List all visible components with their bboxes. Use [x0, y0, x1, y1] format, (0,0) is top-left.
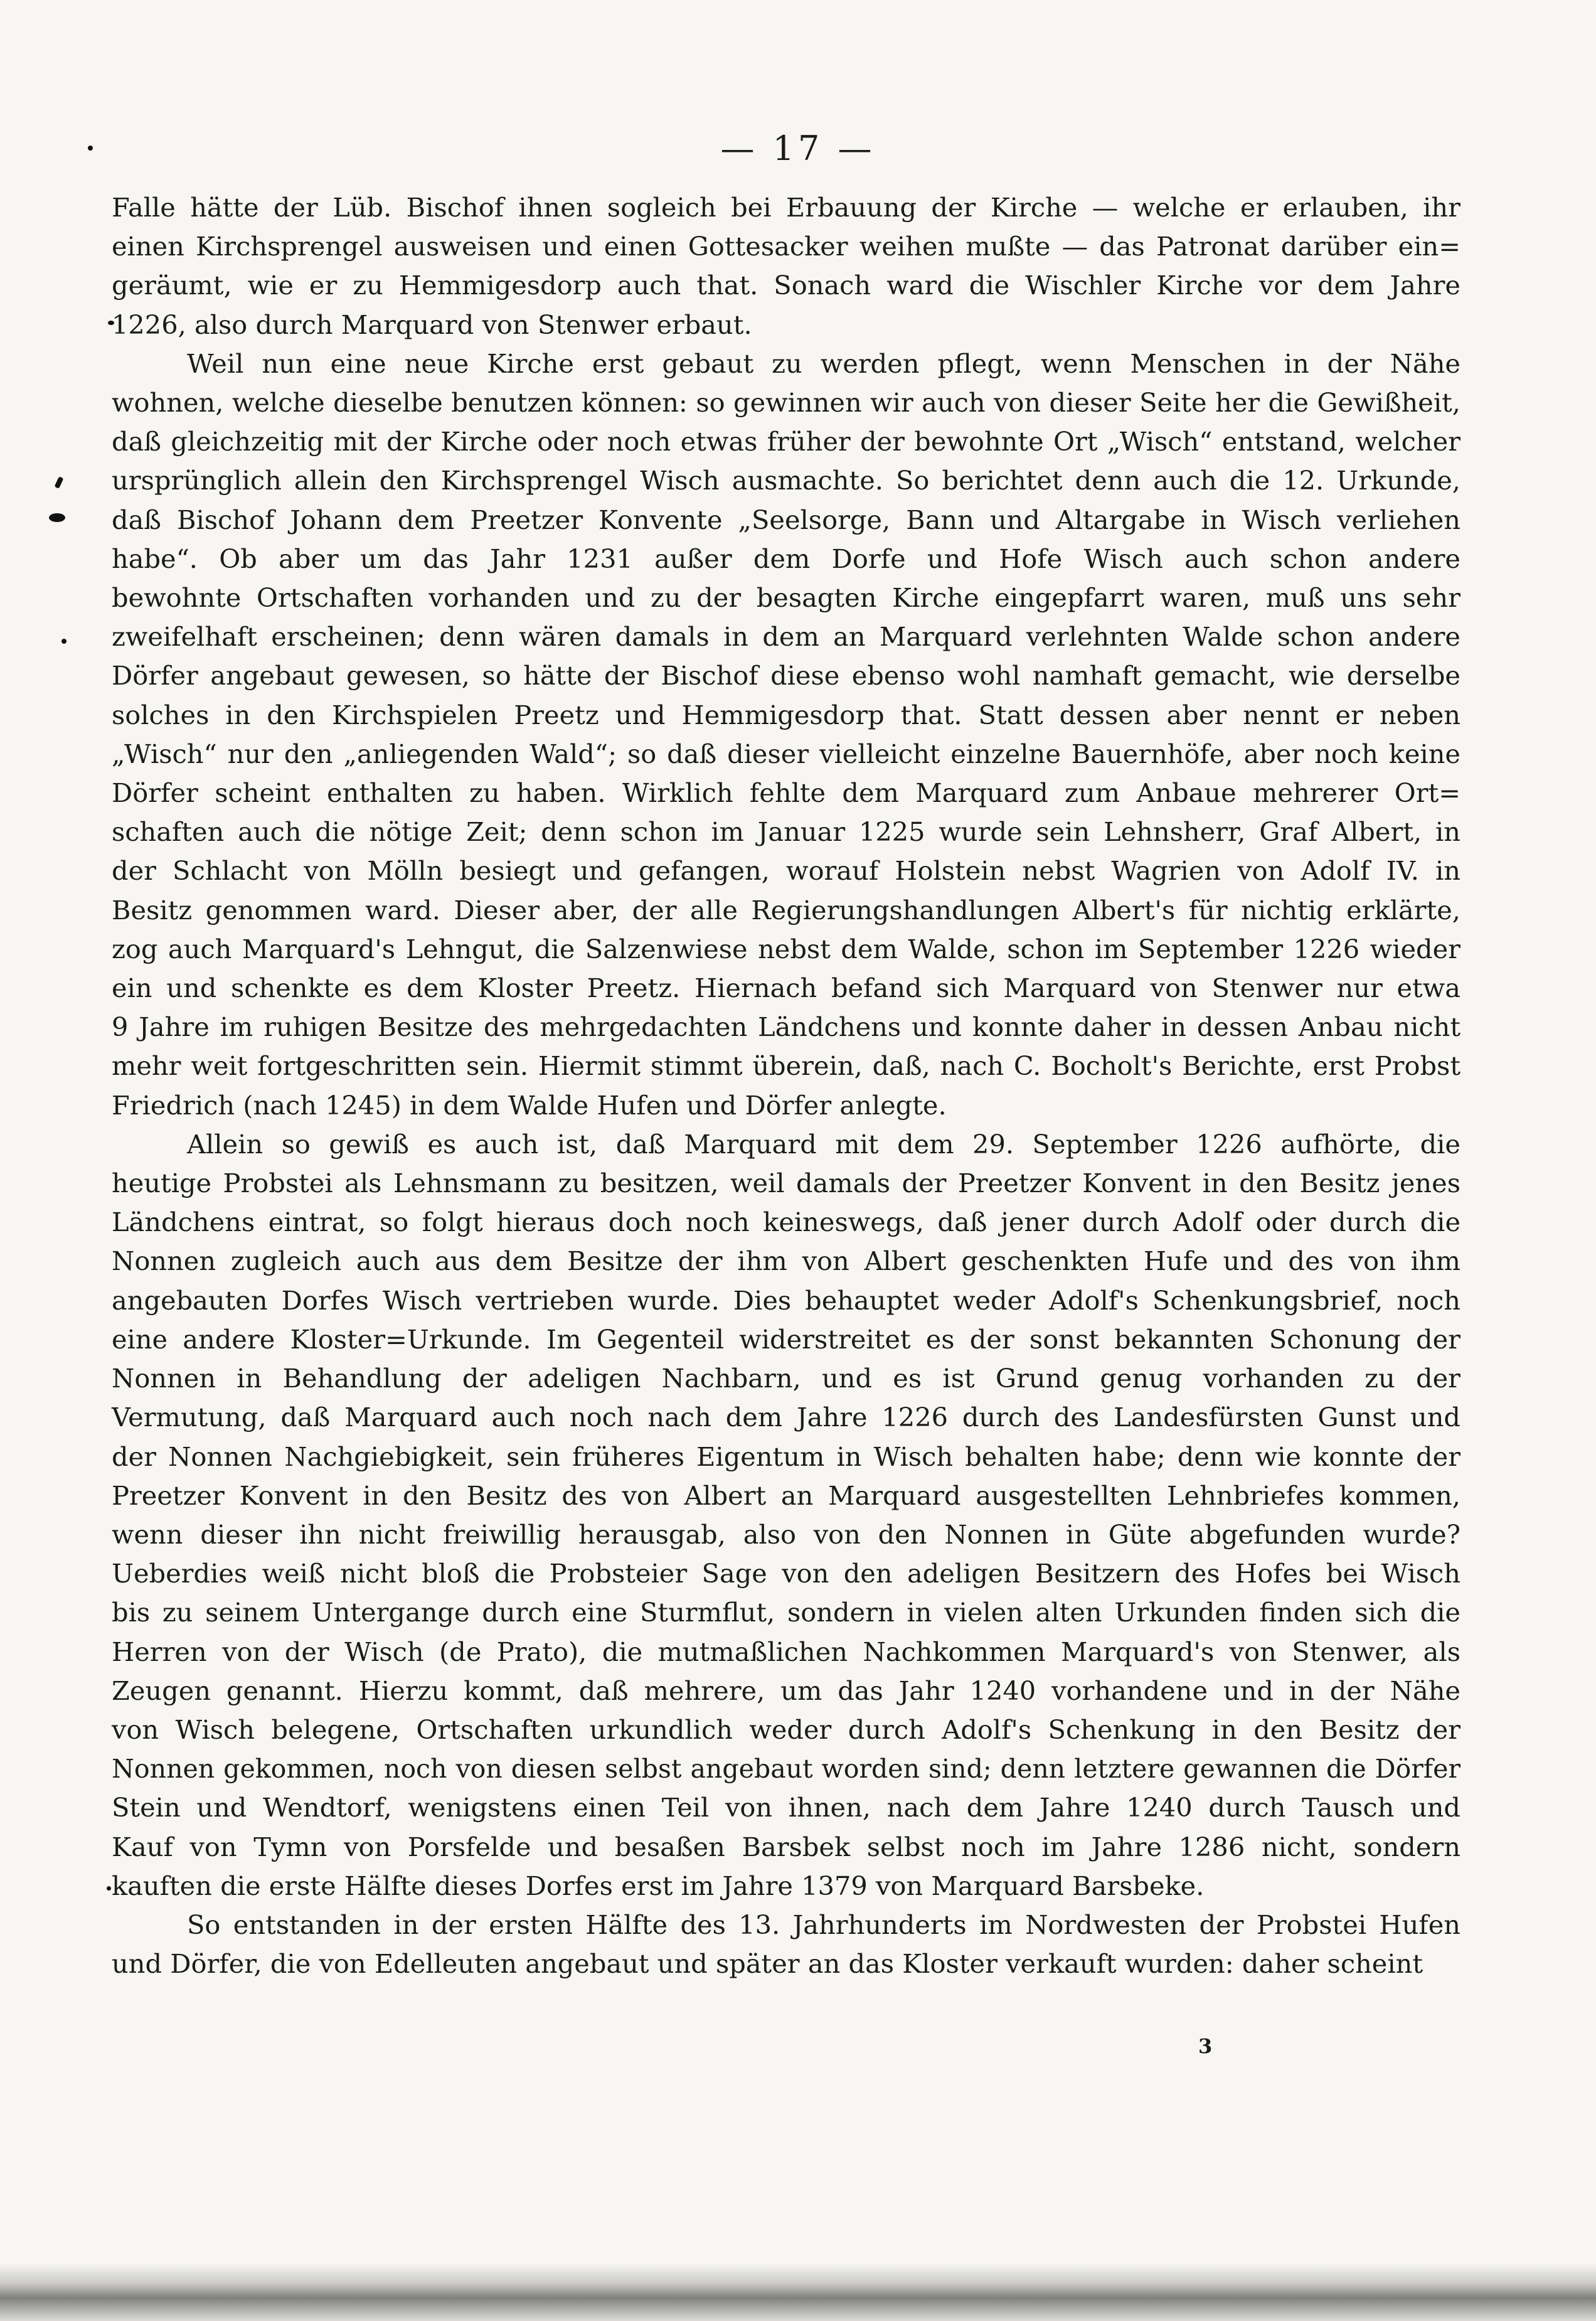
text-line: Herren von der Wisch (de Prato), die mutmaßlichen Nachkommen Marquard's von Stenwer, als [112, 1636, 1460, 1667]
text-line: 1226, also durch Marquard von Stenwer erbaut. [112, 309, 752, 340]
text-line: bewohnte Ortschaften vorhanden und zu der besagten Kirche eingepfarrt waren, muß uns sehr [112, 582, 1460, 614]
text-line: schaften auch die nötige Zeit; denn schon im Januar 1225 wurde sein Lehnsherr, Graf Albert, in [112, 816, 1460, 848]
margin-dot [107, 1886, 111, 1891]
text-line: zweifelhaft erscheinen; denn wären damals in dem an Marquard verlehnten Walde schon andere [112, 621, 1460, 653]
text-line: Dörfer angebaut gewesen, so hätte der Bischof diese ebenso wohl namhaft gemacht, wie derselbe [112, 660, 1460, 691]
text-line: Ueberdies weiß nicht bloß die Probsteier Sage von den adeligen Besitzern des Hofes bei Wisch [112, 1558, 1460, 1589]
text-line: Weil nun eine neue Kirche erst gebaut zu werden pflegt, wenn Menschen in der Nähe [187, 348, 1460, 379]
page-number-header: — 17 — [720, 129, 876, 168]
text-line: 9 Jahre im ruhigen Besitze des mehrgedachten Ländchens und konnte daher in dessen Anbau nicht [112, 1011, 1460, 1043]
text-line: der Schlacht von Mölln besiegt und gefangen, worauf Holstein nebst Wagrien von Adolf IV. in [112, 855, 1460, 887]
text-line: mehr weit fortgeschritten sein. Hiermit stimmt überein, daß, nach C. Bocholt's Berichte, erst Probst [112, 1050, 1460, 1082]
text-line: Besitz genommen ward. Dieser aber, der alle Regierungshandlungen Albert's für nichtig erklärte, [112, 894, 1460, 926]
text-line: Nonnen zugleich auch aus dem Besitze der ihm von Albert geschenkten Hufe und des von ihm [112, 1246, 1460, 1277]
text-line: kauften die erste Hälfte dieses Dorfes erst im Jahre 1379 von Marquard Barsbeke. [112, 1870, 1205, 1901]
text-line: „Wisch“ nur den „anliegenden Wald“; so daß dieser vielleicht einzelne Bauernhöfe, aber noch keine [112, 738, 1460, 769]
margin-tick-mark [55, 476, 64, 489]
text-line: Dörfer scheint enthalten zu haben. Wirklich fehlte dem Marquard zum Anbaue mehrerer Ort= [112, 777, 1460, 809]
margin-ink-mark [49, 513, 65, 522]
text-line: einen Kirchsprengel ausweisen und einen Gottesacker weihen mußte — das Patronat darüber ein= [112, 231, 1460, 262]
text-line: Nonnen in Behandlung der adeligen Nachbarn, und es ist Grund genug vorhanden zu der [112, 1363, 1460, 1394]
paragraph [112, 344, 1460, 1125]
paragraph [112, 1906, 1460, 1983]
text-line: So entstanden in der ersten Hälfte des 13. Jahrhunderts im Nordwesten der Probstei Hufen [187, 1909, 1460, 1940]
text-line: Friedrich (nach 1245) in dem Walde Hufen und Dörfer anlegte. [112, 1089, 947, 1121]
text-line: und Dörfer, die von Edelleuten angebaut und später an das Kloster verkauft wurden: daher scheint [112, 1948, 1423, 1980]
text-line: Vermutung, daß Marquard auch noch nach dem Jahre 1226 durch des Landesfürsten Gunst und [112, 1402, 1460, 1433]
text-line: Falle hätte der Lüb. Bischof ihnen sogleich bei Erbauung der Kirche — welche er erlauben, ihr [112, 192, 1460, 223]
text-line: wenn dieser ihn nicht freiwillig herausgab, also von den Nonnen in Güte abgefunden wurde? [112, 1518, 1460, 1550]
text-line: Stein und Wendtorf, wenigstens einen Teil von ihnen, nach dem Jahre 1240 durch Tausch und [112, 1792, 1460, 1823]
body-text [112, 188, 1460, 1983]
paragraph [112, 1125, 1460, 1906]
text-line: Ländchens eintrat, so folgt hieraus doch noch keineswegs, daß jener durch Adolf oder durch die [112, 1207, 1460, 1238]
text-line: Nonnen gekommen, noch von diesen selbst angebaut worden sind; denn letztere gewannen die Dörfer [112, 1754, 1460, 1785]
margin-dot [88, 146, 93, 151]
text-line: Kauf von Tymn von Porsfelde und besaßen Barsbek selbst noch im Jahre 1286 nicht, sondern [112, 1831, 1460, 1862]
text-line: heutige Probstei als Lehnsmann zu besitzen, weil damals der Preetzer Konvent in den Besitz jenes [112, 1168, 1460, 1199]
text-line: solches in den Kirchspielen Preetz und Hemmigesdorp that. Statt dessen aber nennt er neben [112, 699, 1460, 730]
text-line: zog auch Marquard's Lehngut, die Salzenwiese nebst dem Walde, schon im September 1226 wieder [112, 933, 1460, 964]
text-line: von Wisch belegene, Ortschaften urkundlich weder durch Adolf's Schenkung in den Besitz der [112, 1714, 1460, 1745]
text-line: geräumt, wie er zu Hemmigesdorp auch that. Sonach ward die Wischler Kirche vor dem Jahre [112, 270, 1460, 301]
margin-dot [61, 639, 66, 644]
text-line: ursprünglich allein den Kirchsprengel Wisch ausmachte. So berichtet denn auch die 12. Urkunde, [112, 465, 1460, 496]
text-line: Preetzer Konvent in den Besitz des von Albert an Marquard ausgestellten Lehnbriefes kommen, [112, 1480, 1460, 1511]
scan-edge-shadow [0, 2263, 1596, 2321]
paragraph [112, 188, 1460, 344]
text-line: eine andere Kloster=Urkunde. Im Gegenteil widerstreitet es der sonst bekannten Schonung der [112, 1323, 1460, 1355]
text-line: bis zu seinem Untergange durch eine Sturmflut, sondern in vielen alten Urkunden finden sich die [112, 1597, 1460, 1628]
text-line: daß Bischof Johann dem Preetzer Konvente „Seelsorge, Bann und Altargabe in Wisch verliehen [112, 504, 1460, 535]
text-line: der Nonnen Nachgiebigkeit, sein früheres Eigentum in Wisch behalten habe; denn wie konnte der [112, 1441, 1460, 1472]
text-line: Allein so gewiß es auch ist, daß Marquard mit dem 29. September 1226 aufhörte, die [187, 1128, 1460, 1160]
text-line: angebauten Dorfes Wisch vertrieben wurde. Dies behauptet weder Adolf's Schenkungsbrief, noch [112, 1284, 1460, 1316]
text-line: wohnen, welche dieselbe benutzen können: so gewinnen wir auch von dieser Seite her die Gewißheit, [112, 387, 1460, 419]
printer-signature-mark: 3 [1198, 2034, 1213, 2058]
text-line: Zeugen genannt. Hierzu kommt, daß mehrere, um das Jahr 1240 vorhandene und in der Nähe [112, 1675, 1460, 1706]
text-line: habe“. Ob aber um das Jahr 1231 außer dem Dorfe und Hofe Wisch auch schon andere [112, 543, 1460, 574]
text-line: ein und schenkte es dem Kloster Preetz. Hiernach befand sich Marquard von Stenwer nur etwa [112, 973, 1460, 1004]
text-line: daß gleichzeitig mit der Kirche oder noch etwas früher der bewohnte Ort „Wisch“ entstand, welcher [112, 426, 1460, 457]
